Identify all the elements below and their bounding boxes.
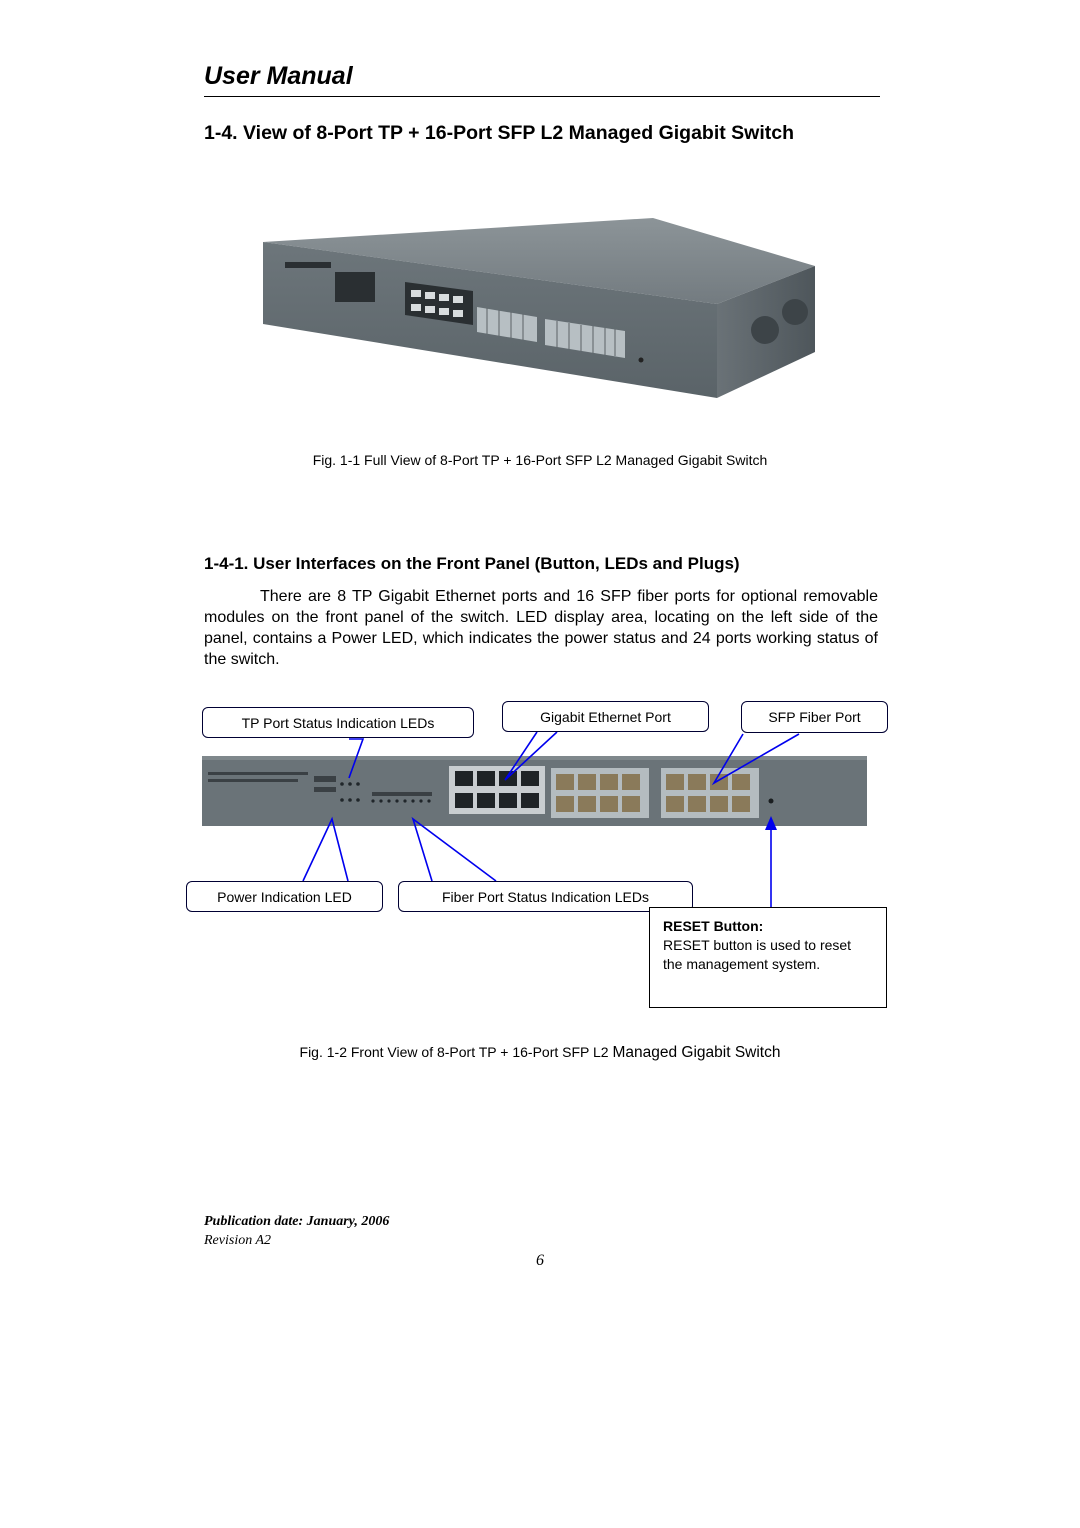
figure-1-caption: Fig. 1-1 Full View of 8-Port TP + 16-Port SFP L2 Managed Gigabit Switch	[312, 452, 768, 468]
publication-date: Publication date: January, 2006	[204, 1214, 390, 1229]
revision: Revision A2	[204, 1233, 272, 1248]
callout-fiber-leds: Fiber Port Status Indication LEDs	[398, 881, 693, 912]
reset-button-dot	[769, 799, 774, 804]
reset-title: RESET Button:	[663, 918, 764, 934]
fiber-leds-pointer	[413, 819, 496, 881]
callout-tp-leds: TP Port Status Indication LEDs	[202, 707, 474, 738]
figure-2-caption	[0, 1044, 1080, 1062]
figure-2-caption-prefix: Fig. 1-2 Front View of 8-Port TP + 16-Port SFP L2	[299, 1044, 613, 1060]
section-title: 1-4. View of 8-Port TP + 16-Port SFP L2 Managed Gigabit Switch	[204, 122, 795, 144]
reset-description-box	[649, 907, 887, 1008]
callout-power-led: Power Indication LED	[186, 881, 383, 912]
header-title: User Manual	[204, 62, 353, 90]
figure-2-caption-suffix: Managed Gigabit Switch	[612, 1044, 781, 1061]
reset-body: RESET button is used to reset the management system.	[663, 937, 852, 972]
callout-gigabit-port: Gigabit Ethernet Port	[502, 701, 709, 732]
page-number: 6	[536, 1252, 544, 1269]
subsection-title: 1-4-1. User Interfaces on the Front Panel (Button, LEDs and Plugs)	[204, 554, 740, 573]
body-paragraph: There are 8 TP Gigabit Ethernet ports and 16 SFP fiber ports for optional removable modules on the front panel of the switch. LED display area, locating on the left side of the panel, contains a Power LED, which indicates the power status and 24 ports working status of the switch.	[204, 588, 878, 668]
callout-sfp-port: SFP Fiber Port	[741, 701, 888, 733]
power-led-pointer	[303, 819, 348, 881]
